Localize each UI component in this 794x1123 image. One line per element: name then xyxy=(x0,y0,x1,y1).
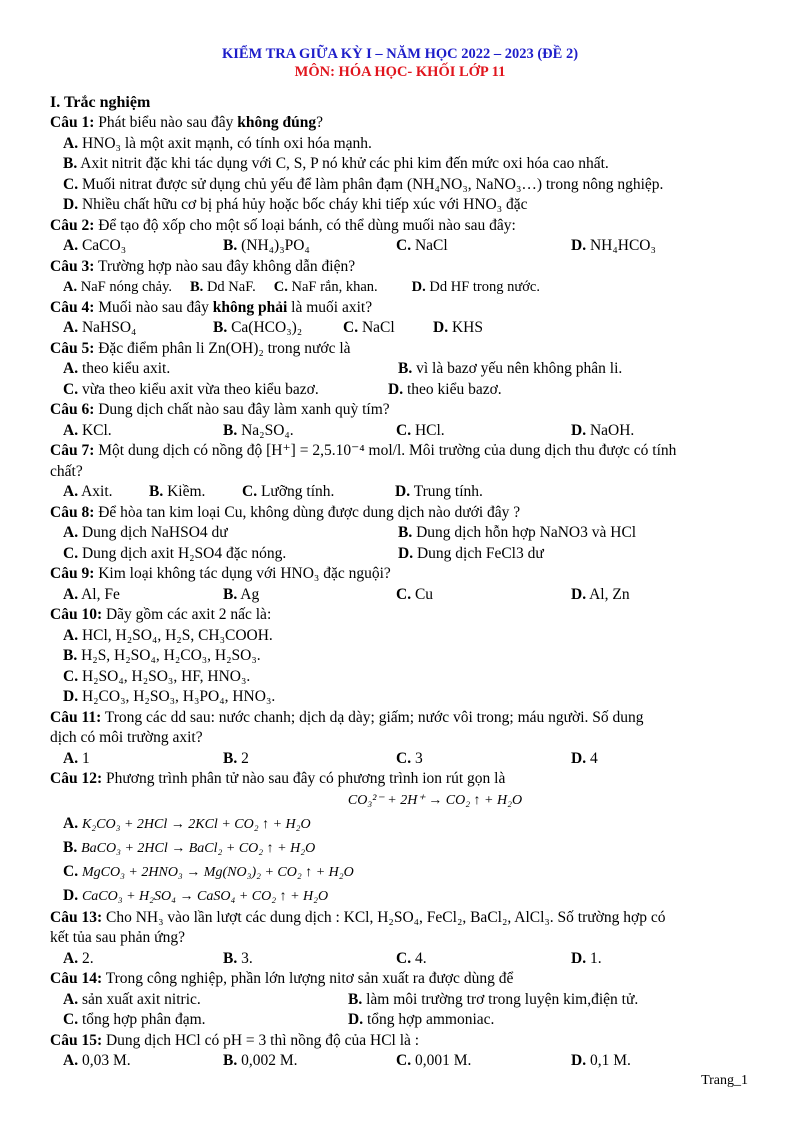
question-8: Câu 8: Để hòa tan kim loại Cu, không dùng được dung dịch nào dưới đây ? xyxy=(50,503,521,521)
question-3: Câu 3: Trường hợp nào sau đây không dẫn điện? xyxy=(50,257,356,275)
question-10: Câu 10: Dãy gồm các axit 2 nấc là: xyxy=(50,606,272,623)
question-14: Câu 14: Trong công nghiệp, phần lớn lượng nitơ sản xuất ra được dùng để xyxy=(50,970,514,987)
option-c: C. H₂SO₄, H₂SO₃, HF, HNO₃. xyxy=(63,667,251,685)
options-q11: A. 1 B. 2 C. 3 D. 4 xyxy=(63,749,598,767)
options-q8-row2: C. Dung dịch axit H₂SO4 đặc nóng. D. Dung dịch FeCl3 dư xyxy=(63,544,544,562)
question-11-cont: dịch có môi trường axit? xyxy=(50,729,203,746)
section-heading: I. Trắc nghiệm xyxy=(50,94,151,111)
question-4: Câu 4: Muối nào sau đây không phải là muối axit? xyxy=(50,298,373,316)
exam-page xyxy=(50,45,750,1072)
question-9: Câu 9: Kim loại không tác dụng với HNO₃ đặc nguội? xyxy=(50,565,391,582)
question-2: Câu 2: Để tạo độ xốp cho một số loại bánh, có thể dùng muối nào sau đây: xyxy=(50,216,516,234)
options-q8-row1: A. Dung dịch NaHSO4 dư B. Dung dịch hỗn hợp NaNO3 và HCl xyxy=(63,524,637,541)
option-a: A. HCl, H₂SO₄, H₂S, CH₃COOH. xyxy=(63,626,273,644)
question-7: Câu 7: Một dung dịch có nồng độ [H⁺] = 2,5.10⁻⁴ mol/l. Môi trường của dung dịch thu được có tính xyxy=(50,442,677,459)
option-c: C. Muối nitrat được sử dụng chủ yếu để làm phân đạm (NH₄NO₃, NaNO₃…) trong nông nghiệp. xyxy=(63,175,664,193)
options-q15: A. 0,03 M. B. 0,002 M. C. 0,001 M. D. 0,1 M. xyxy=(63,1052,631,1069)
option-a: A. K₂CO₃ + 2HCl → 2KCl + CO₂ ↑ + H₂O xyxy=(63,814,311,832)
option-d: D. H₂CO₃, H₂SO₃, H₃PO₄, HNO₃. xyxy=(63,688,276,705)
page-number: Trang_1 xyxy=(701,1073,748,1088)
question-13-cont: kết tủa sau phản ứng? xyxy=(50,929,185,946)
question-12: Câu 12: Phương trình phân tử nào sau đây có phương trình ion rút gọn là xyxy=(50,770,506,787)
options-q14-row2: C. tổng hợp phân đạm. D. tổng hợp ammoniac. xyxy=(63,1011,495,1028)
options-q13: A. 2. B. 3. C. 4. D. 1. xyxy=(63,949,602,967)
title-line-2: MÔN: HÓA HỌC- KHỐI LỚP 11 xyxy=(294,64,506,80)
question-5: Câu 5: Đặc điểm phân li Zn(OH)₂ trong nước là xyxy=(50,339,351,357)
options-q6: A. KCl. B. Na₂SO₄. C. HCl. D. NaOH. xyxy=(63,421,635,439)
question-15: Câu 15: Dung dịch HCl có pH = 3 thì nồng độ của HCl là : xyxy=(50,1031,420,1049)
question-13: Câu 13: Cho NH₃ vào lần lượt các dung dịch : KCl, H₂SO₄, FeCl₂, BaCl₂, AlCl₃. Số trường hợp có xyxy=(50,908,666,926)
option-b: B. H₂S, H₂SO₄, H₂CO₃, H₂SO₃. xyxy=(63,647,261,664)
options-q2: A. CaCO₃ B. (NH₄)₃PO₄ C. NaCl D. NH₄HCO₃ xyxy=(63,237,656,254)
question-7-cont: chất? xyxy=(50,462,83,480)
exam-title xyxy=(50,45,750,81)
question-1: Câu 1: Phát biểu nào sau đây không đúng? xyxy=(50,114,324,131)
options-q3: A. NaF nóng chảy. B. Dd NaF. C. NaF rắn, khan. D. Dd HF trong nước. xyxy=(63,279,540,295)
options-q9: A. Al, Fe B. Ag C. Cu D. Al, Zn xyxy=(63,585,630,603)
question-11: Câu 11: Trong các dd sau: nước chanh; dịch dạ dày; giấm; nước vôi trong; máu người. Số dung xyxy=(50,708,644,726)
options-q7: A. Axit. B. Kiềm. C. Lưỡng tính. D. Trung tính. xyxy=(63,483,483,500)
option-b: B. BaCO₃ + 2HCl → BaCl₂ + CO₂ ↑ + H₂O xyxy=(63,838,316,856)
option-c: C. MgCO₃ + 2HNO₃ → Mg(NO₃)₂ + CO₂ ↑ + H₂O xyxy=(63,862,354,880)
option-d: D. CaCO₃ + H₂SO₄ → CaSO₄ + CO₂ ↑ + H₂O xyxy=(63,886,329,904)
option-a: A. HNO₃ là một axit mạnh, có tính oxi hóa mạnh. xyxy=(63,134,372,152)
option-d: D. Nhiều chất hữu cơ bị phá hủy hoặc bốc cháy khi tiếp xúc với HNO₃ đặc xyxy=(63,196,528,213)
options-q4: A. NaHSO₄ B. Ca(HCO₃)₂ C. NaCl D. KHS xyxy=(63,319,483,336)
ionic-equation: CO₃²⁻ + 2H⁺ → CO₂ ↑ + H₂O xyxy=(347,792,523,808)
option-b: B. Axit nitrit đặc khi tác dụng với C, S, P nó khử các phi kim đến mức oxi hóa cao nhất. xyxy=(63,155,609,172)
title-line-1: KIỂM TRA GIỮA KỲ I – NĂM HỌC 2022 – 2023 (ĐỀ 2) xyxy=(221,46,579,62)
options-q14-row1: A. sản xuất axit nitric. B. làm môi trường trơ trong luyện kim,điện tử. xyxy=(63,990,639,1008)
options-q5-row1: A. theo kiểu axit. B. vì là bazơ yếu nên không phân li. xyxy=(63,360,623,377)
question-6: Câu 6: Dung dịch chất nào sau đây làm xanh quỳ tím? xyxy=(50,401,390,418)
options-q5-row2: C. vừa theo kiểu axit vừa theo kiểu bazơ. D. theo kiểu bazơ. xyxy=(63,380,502,398)
